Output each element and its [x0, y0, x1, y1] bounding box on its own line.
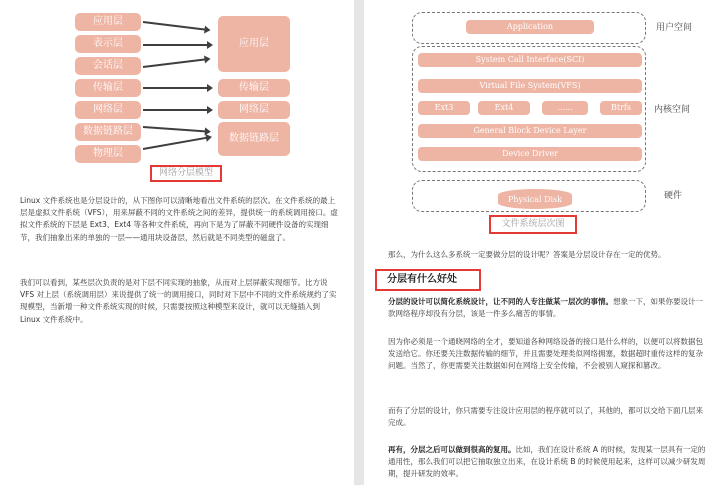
left-paragraph-1: Linux 文件系统也是分层设计的，从下图你可以清晰地看出文件系统的层次。在文件系统的最上层是虚拟文件系统（VFS），用来屏蔽不同的文件系统之间的差异，提供统一的系统调用接口。虚拟文件系统的下层是 Ext3、Ext4 等各种文件系统，再向下是为了屏蔽不同硬件设备的实现细节，我们抽象出来的单独的一层——通用块设备层，然后就是不同类型的磁盘了。: [20, 196, 338, 242]
label-user-space: 用户空间: [656, 23, 693, 33]
right-paragraph-4-rest: 比如，我们在设计系统 A 的时候，发现某一层具有一定的通用性，那么我们可以把它抽取独立出来，在设计系统 B 的时候使用起来，这样可以减少研发周期，提升研发的效率。: [388, 445, 706, 479]
layer-datalink: 数据链路层: [75, 123, 141, 141]
application-bar: Application: [466, 20, 594, 34]
fs-ext3: Ext3: [418, 101, 470, 115]
fs-more: ......: [542, 101, 588, 115]
right-paragraph-2: 因为你必须是一个通晓网络的全才，要知道各种网络设备的接口是什么样的，以便可以将数据包发送给它。你还要关注数据传输的细节，并且需要处理类似网络拥塞，数据超时重传这样的复杂问题。当然了，你更需要关注数据如何在网络上安全传输，不会被别人窥探和篡改。: [388, 337, 703, 371]
layer-physical: 物理层: [75, 145, 141, 163]
layer-transport: 传输层: [75, 79, 141, 97]
arrow-physical: [143, 136, 210, 150]
merged-network: 网络层: [218, 101, 290, 119]
arrow-network: [143, 109, 211, 111]
right-paragraph-1: [388, 296, 710, 320]
layer-application: 应用层: [75, 13, 141, 31]
device-driver-bar: Device Driver: [418, 147, 642, 161]
fs-ext4: Ext4: [478, 101, 530, 115]
layer-presentation: 表示层: [75, 35, 141, 53]
merged-transport: 传输层: [218, 79, 290, 97]
vfs-bar: Virtual File System(VFS): [418, 79, 642, 93]
section-heading: 分层有什么好处: [375, 269, 481, 291]
right-paragraph-4: [388, 444, 710, 481]
arrow-application: [143, 21, 209, 31]
arrow-session: [143, 58, 209, 68]
merged-application: 应用层: [218, 16, 290, 72]
merged-datalink: 数据链路层: [218, 122, 290, 156]
right-paragraph-4-bold: 再有，分层之后可以做到很高的复用。: [388, 445, 516, 454]
layer-session: 会话层: [75, 57, 141, 75]
network-diagram-caption: 网络分层模型: [150, 165, 222, 182]
label-kernel-space: 内核空间: [654, 105, 691, 115]
right-paragraph-1-bold: 分层的设计可以简化系统设计，让不同的人专注做某一层次的事情。: [388, 297, 613, 306]
linux-diagram-caption: 文件系统层次图: [489, 215, 577, 234]
right-paragraph-1-rest: 想象一下，如果你要设计一款网络程序却没有分层，该是一件多么痛苦的事情。: [388, 297, 703, 319]
label-hardware: 硬件: [664, 191, 683, 201]
left-paragraph-2: 我们可以看到，某些层次负责的是对下层不同实现的抽象，从而对上层屏蔽实现细节。比方说 VFS 对上层（系统调用层）来说提供了统一的调用接口，同时对下层中不同的文件系统规约了实现模型，当新增一种文件系统实现的时候，只需要按照这种模型来设计，就可以无缝插入到 Linux 文件系统中。: [20, 278, 337, 324]
page-gutter: [354, 0, 364, 485]
arrow-datalink: [143, 126, 209, 133]
sci-bar: System Call Interface(SCI): [418, 53, 642, 67]
right-intro: 那么，为什么这么多系统一定要做分层的设计呢？答案是分层设计存在一定的优势。: [388, 250, 666, 259]
fs-btrfs: Btrfs: [600, 101, 642, 115]
arrow-transport: [143, 87, 211, 89]
block-device-bar: General Block Device Layer: [418, 124, 642, 138]
layer-network: 网络层: [75, 101, 141, 119]
left-page: [0, 0, 354, 485]
right-paragraph-3: 而有了分层的设计，你只需要专注设计应用层的程序就可以了，其他的，都可以交给下面几层来完成。: [388, 406, 703, 428]
physical-disk-icon: Physical Disk: [498, 189, 572, 209]
arrow-presentation: [143, 44, 211, 46]
